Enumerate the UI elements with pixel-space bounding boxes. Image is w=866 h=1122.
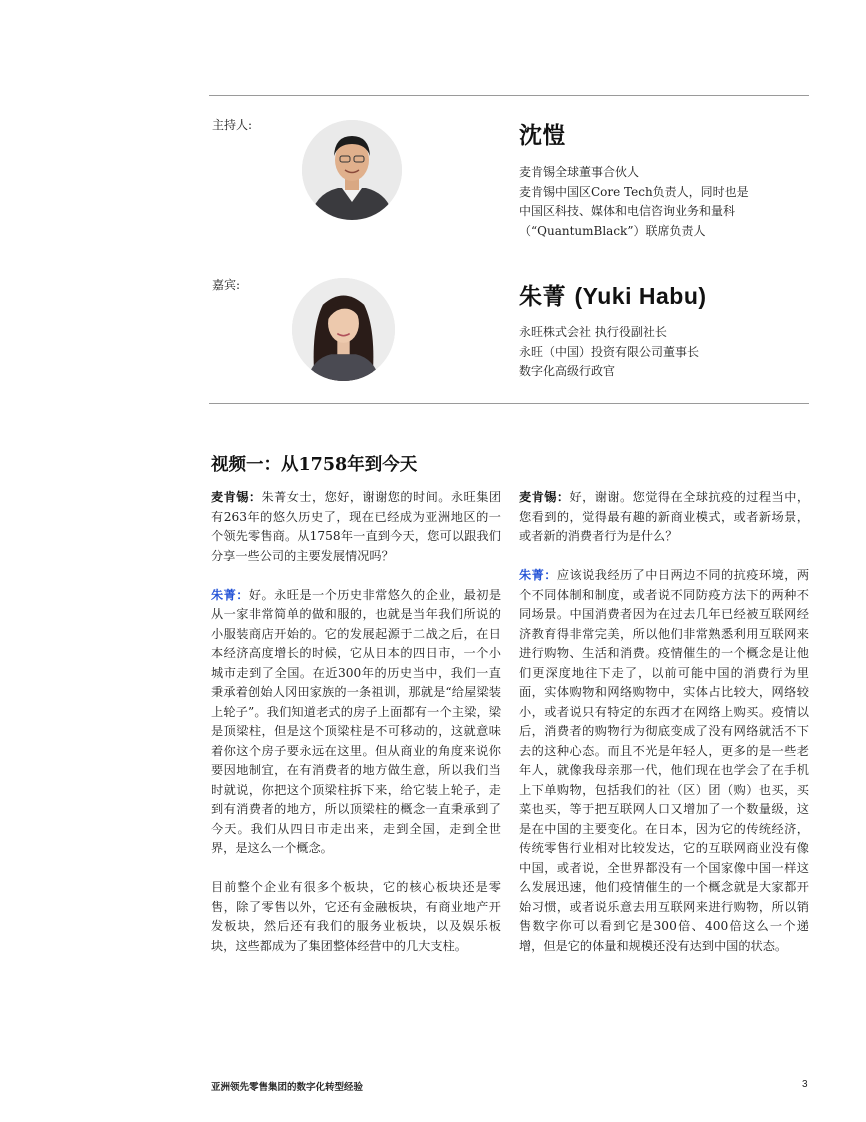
paragraph xyxy=(519,488,809,547)
paragraph-text: 目前整个企业有很多个板块，它的核心板块还是零售，除了零售以外，它还有金融板块，有商业地产开发板块，然后还有我们的服务业板块，以及娱乐板块，这些都成为了集团整体经营中的几大支柱。 xyxy=(211,880,501,953)
left-column xyxy=(211,488,501,976)
footer-title: 亚洲领先零售集团的数字化转型经验 xyxy=(211,1082,364,1093)
host-role-label: 主持人: xyxy=(212,118,253,132)
guest-name-en: (Yuki Habu) xyxy=(574,283,707,309)
bottom-rule xyxy=(209,403,809,404)
guest-title-line: 永旺（中国）投资有限公司董事长 xyxy=(519,344,700,359)
speaker-label: 麦肯锡： xyxy=(211,490,262,504)
guest-name-cn: 朱菁 xyxy=(519,283,566,310)
host-title-line: 麦肯锡全球董事合伙人 xyxy=(519,165,640,179)
host-title-line: 麦肯锡中国区Core Tech负责人，同时也是 xyxy=(519,184,749,199)
paragraph-text: 好，谢谢。您觉得在全球抗疫的过程当中，您看到的，觉得最有趣的新商业模式，或者新场景，或者新的消费者行为是什么？ xyxy=(519,490,810,543)
paragraph xyxy=(519,566,809,956)
section-title: 视频一：从1758年到今天 xyxy=(211,455,418,475)
paragraph xyxy=(211,586,501,859)
speaker-label: 朱菁： xyxy=(519,568,557,582)
paragraph-text: 朱菁女士，您好，谢谢您的时间。永旺集团有263年的悠久历史了，现在已经成为亚洲地区的一个领先零售商。从1758年一直到今天，您可以跟我们分享一些公司的主要发展情况吗？ xyxy=(211,490,502,563)
paragraph xyxy=(211,878,501,956)
speaker-label: 麦肯锡： xyxy=(519,490,570,504)
guest-titles xyxy=(519,323,699,382)
guest-avatar xyxy=(292,278,395,381)
host-titles xyxy=(519,163,749,241)
host-name: 沈愷 xyxy=(519,122,566,149)
top-rule xyxy=(209,95,809,96)
host-title-line: （“QuantumBlack”）联席负责人 xyxy=(519,223,706,238)
host-avatar xyxy=(302,120,402,220)
right-column xyxy=(519,488,809,976)
guest-role-label: 嘉宾: xyxy=(212,278,241,292)
paragraph-text: 应该说我经历了中日两边不同的抗疫环境，两个不同体制和制度，或者说不同防疫方法下的两种不同场景。中国消费者因为在过去几年已经被互联网经济教育得非常完美，所以他们非常熟悉利用互联网来进行购物、生活和消费。疫情催生的一个概念是让他们更深度地往下走了，以前可能中国的消费行为里面，实体购物和网络购物中，实体占比较大，网络较小，或者说只有特定的东西才在网络上购买。疫情以后，消费者的购物行为彻底变成了没有网络就活不下去的这种心态。而且不光是年轻人，更多的是一些老年人，就像我母亲那一代，他们现在也学会了在手机上下单购物，包括我们的社（区）团（购）也买，买菜也买，等于把互联网人口又增加了一个数量级，这是在中国的主要变化。在日本，因为它的传统经济，传统零售行业相对比较发达，它的互联网商业没有像中国，或者说，全世界都没有一个国家像中国一样这么发展迅速，他们疫情催生的一个概念就是大家都开始习惯，或者说乐意去用互联网来进行购物，所以销售数字你可以看到它是300倍、400倍这么一个递增，但是它的体量和规模还没有达到中国的状态。 xyxy=(519,568,810,953)
host-title-line: 中国区科技、媒体和电信咨询业务和量科 xyxy=(519,204,736,218)
speaker-label: 朱菁： xyxy=(211,587,249,602)
paragraph xyxy=(211,488,501,566)
page-number: 3 xyxy=(802,1079,808,1090)
guest-title-line: 数字化高级行政官 xyxy=(519,364,616,378)
paragraph-text: 好。永旺是一个历史非常悠久的企业，最初是从一家非常简单的做和服的，也就是当年我们所说的小服装商店开始的。它的发展起源于二战之后，在日本经济高度增长的时候，它从日本的四日市，一个小城市走到了全国。在近300年的历史当中，我们一直秉承着创始人冈田家族的一条祖训，那就是“给屋梁装上轮子”。我们知道老式的房子上面都有一个主梁，梁是顶梁柱，但是这个顶梁柱是不可移动的，这就意味着你这个房子要永远在这里。但从商业的角度来说你要因地制宜，在有消费者的地方做生意，所以我们当时就说，你把这个顶梁柱拆下来，给它装上轮子，走到有消费者的地方，所以顶梁柱的概念一直秉承到了今天。我们从四日市走出来，走到全国，走到全世界，是这么一个概念。 xyxy=(211,587,502,855)
guest-title-line: 永旺株式会社 执行役副社长 xyxy=(519,325,667,339)
guest-name xyxy=(519,278,707,311)
